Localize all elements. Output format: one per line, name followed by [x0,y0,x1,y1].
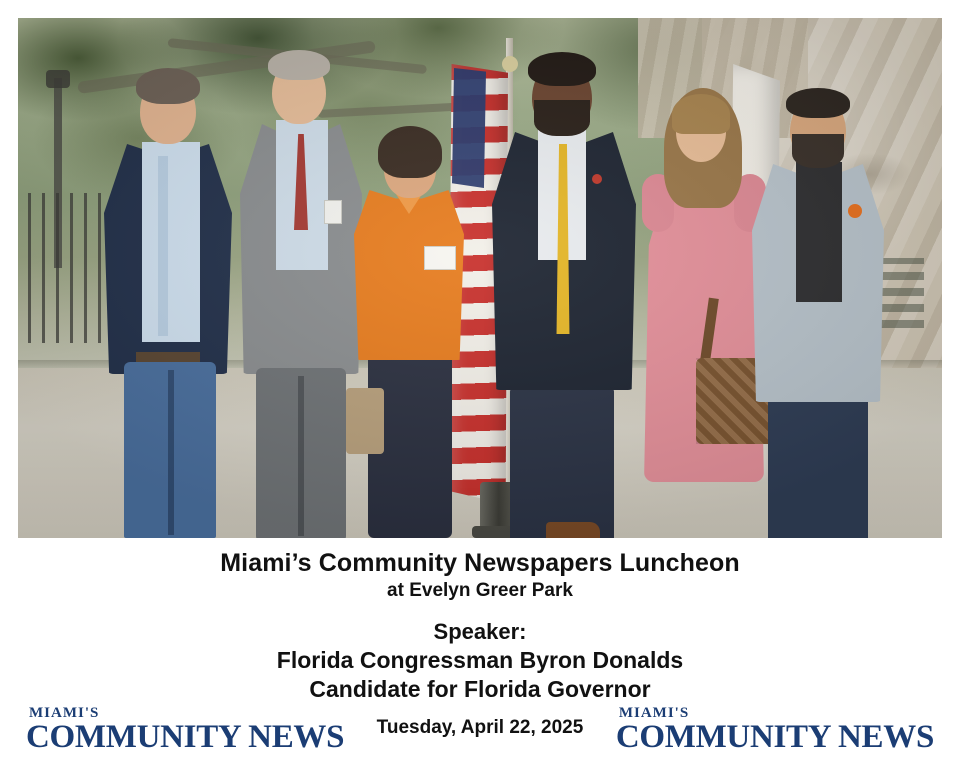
person-1-shirt-placket [158,156,168,336]
person-1 [98,70,238,538]
speaker-label: Speaker: [433,619,527,644]
person-6-shirt [796,162,842,302]
lamp-head-icon [46,70,70,88]
person-3-bag [346,388,384,454]
person-2-leg-split [298,376,304,536]
person-2 [236,50,366,538]
event-photo [18,18,942,538]
logo-left-main-text: COMMUNITY NEWS [26,719,345,755]
logo-left [26,706,344,754]
person-2-name-badge [324,200,342,224]
person-4 [488,52,640,538]
logo-right-top-text: MIAMI'S [618,705,690,721]
person-4-lapel-pin [592,174,602,184]
person-6-jeans [768,396,868,538]
logo-right-main-text: COMMUNITY NEWS [615,719,934,755]
person-6-beard [792,134,844,168]
person-3 [348,128,470,538]
event-venue: at Evelyn Greer Park [387,580,573,601]
person-4-hair [528,52,596,86]
logo-left-top-text: MIAMI'S [29,705,100,721]
person-5-hair-top [672,94,730,134]
person-6-lapel-pin [848,204,862,218]
speaker-role: Candidate for Florida Governor [309,676,651,702]
person-6-hair [786,88,850,118]
person-2-hair [268,50,330,80]
person-1-hair [136,68,200,104]
person-3-polo-shirt [354,190,464,360]
person-1-leg-split [168,370,174,535]
person-3-name-badge [424,246,456,270]
event-title: Miami’s Community Newspapers Luncheon [220,549,740,577]
person-4-trousers [510,386,614,538]
person-4-shoe [546,522,600,538]
speaker-name: Florida Congressman Byron Donalds [276,647,684,673]
person-4-beard [534,100,590,136]
person-1-shirt [142,142,200,342]
logo-right [616,706,934,754]
person-3-hair [378,126,442,178]
event-date: Tuesday, April 22, 2025 [376,717,584,738]
person-6 [748,88,888,538]
